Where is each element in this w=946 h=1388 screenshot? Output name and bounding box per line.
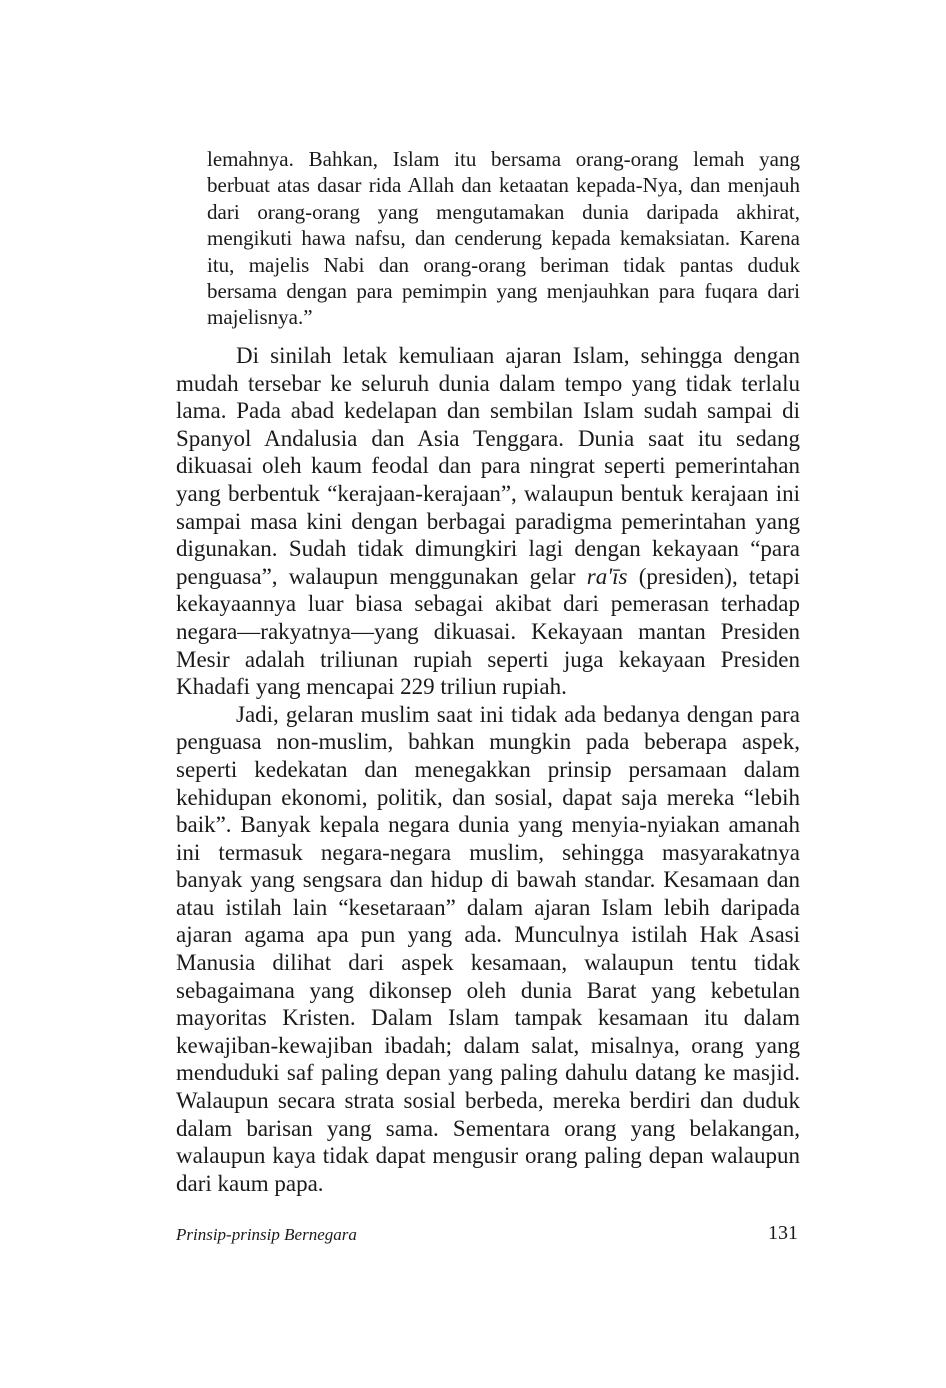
paragraph-1-text-b: (presiden), tetapi kekayaannya luar biasa sebagai akibat dari pemerasan terhadap negara—rakyatnya—yang dikuasai. Kekayaan mantan Presiden Mesir adalah triliunan rupiah seperti juga kekayaan Presiden Khadafi yang mencapai 229 triliun rupiah. — [176, 563, 800, 700]
paragraph-1-italic-term: ra'īs — [586, 563, 628, 589]
paragraph-1 — [176, 342, 800, 701]
page-number: 131 — [768, 1222, 798, 1244]
body-text — [176, 342, 800, 1197]
paragraph-1-text-a: Di sinilah letak kemuliaan ajaran Islam, sehingga dengan mudah tersebar ke seluruh dunia dalam tempo yang tidak terlalu lama. Pada abad kedelapan dan sembilan Islam sudah sampai di Spanyol Andalusia dan Asia Tenggara. Dunia saat itu sedang dikuasai oleh kaum feodal dan para ningrat seperti pemerintahan yang berbentuk “kerajaan-kerajaan”, walaupun bentuk kerajaan ini sampai masa kini dengan berbagai paradigma pemerintahan yang digunakan. Sudah tidak dimungkiri lagi dengan kekayaan “para penguasa”, walaupun menggunakan gelar — [176, 343, 800, 589]
running-title: Prinsip-prinsip Bernegara — [176, 1225, 357, 1244]
page-footer — [176, 1222, 800, 1250]
paragraph-2: Jadi, gelaran muslim saat ini tidak ada bedanya dengan para penguasa non-muslim, bahkan mungkin pada beberapa aspek, seperti kedekatan dan menegakkan prinsip persamaan dalam kehidupan ekonomi, politik, dan sosial, dapat saja mereka “lebih baik”. Banyak kepala negara dunia yang menyia-nyiakan amanah ini termasuk negara-negara muslim, sehingga masyarakatnya banyak yang sengsara dan hidup di bawah standar. Kesamaan dan atau istilah lain “kesetaraan” dalam ajaran Islam lebih daripada ajaran agama apa pun yang ada. Munculnya istilah Hak Asasi Manusia dilihat dari aspek kesamaan, walaupun tentu tidak sebagaimana yang dikonsep oleh dunia Barat yang kebetulan mayoritas Kristen. Dalam Islam tampak kesamaan itu dalam kewajiban-kewajiban ibadah; dalam salat, misalnya, orang yang menduduki saf paling depan yang paling dahulu datang ke masjid. Walaupun secara strata sosial berbeda, mereka berdiri dan duduk dalam barisan yang sama. Sementara orang yang belakangan, walaupun kaya tidak dapat mengusir orang paling depan walaupun dari kaum papa. — [176, 701, 800, 1196]
block-quote: lemahnya. Bahkan, Islam itu bersama orang-orang lemah yang berbuat atas dasar rida Allah dan ketaatan kepada-Nya, dan menjauh dari orang-orang yang mengutamakan dunia daripada akhirat, mengikuti hawa nafsu, dan cenderung kepada kemaksiatan. Karena itu, majelis Nabi dan orang-orang beriman tidak pantas duduk bersama dengan para pemimpin yang menjauhkan para fuqara dari majelisnya.” — [207, 147, 800, 330]
